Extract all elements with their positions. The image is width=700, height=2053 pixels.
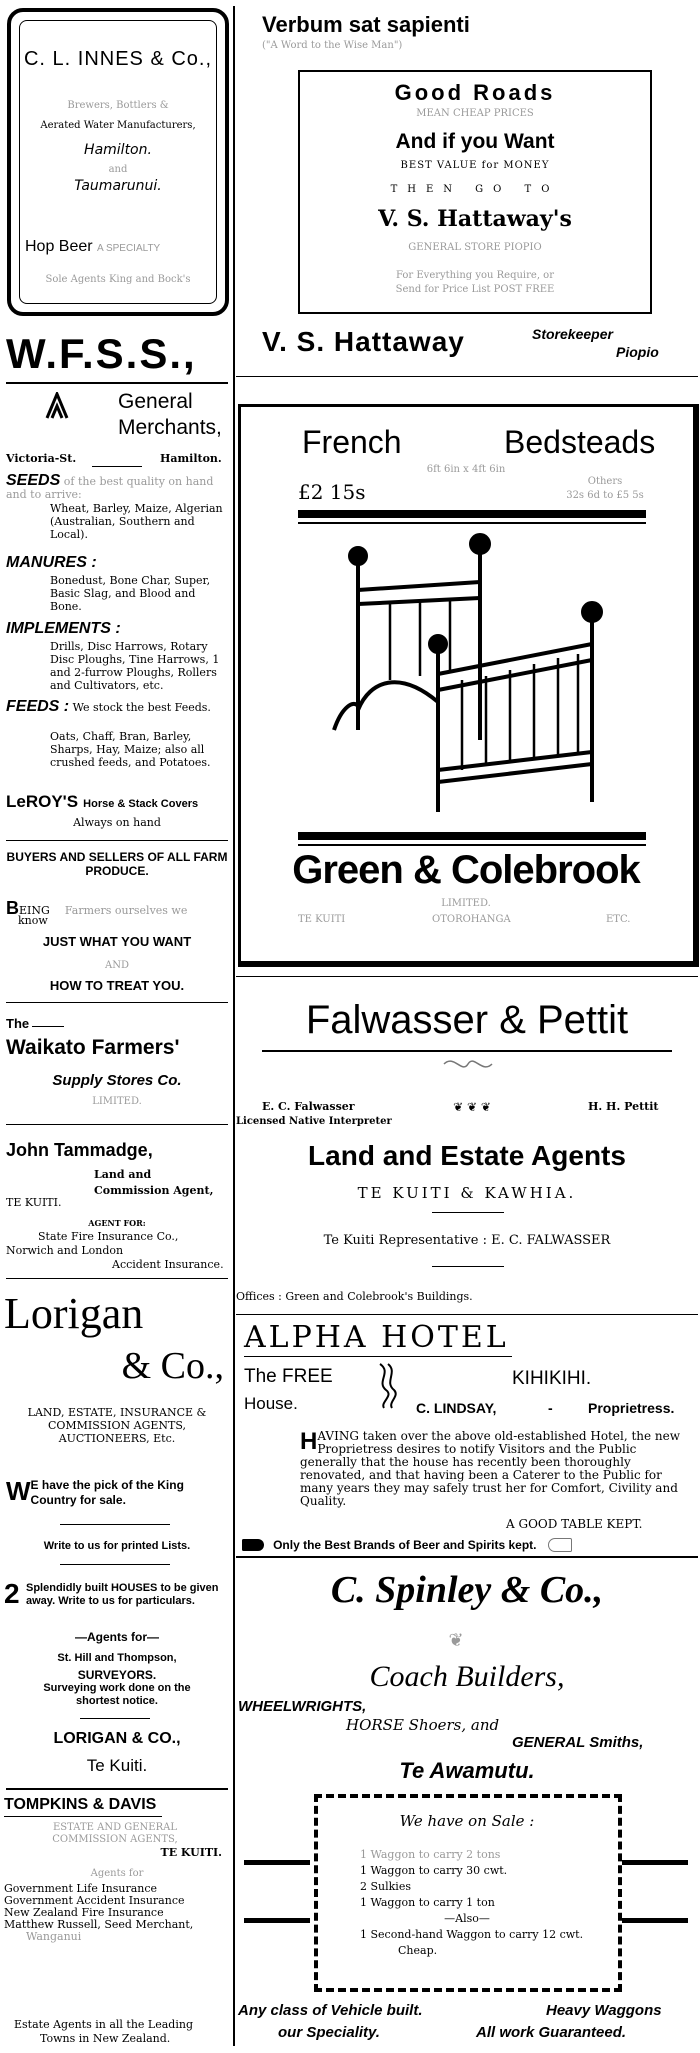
wfss-leroy xyxy=(6,792,198,812)
lorigan-surveyors: SURVEYORS. xyxy=(77,1668,157,1682)
bedsteads-rule-2 xyxy=(298,522,646,524)
wfss-seeds-heading: SEEDS xyxy=(6,472,61,489)
falwasser-top-rule xyxy=(236,976,698,977)
tompkins-sub2: COMMISSION AGENTS, xyxy=(52,1834,178,1845)
lorigan-name2: & Co., xyxy=(121,1345,224,1387)
alpha-table: A GOOD TABLE KEPT. xyxy=(506,1517,643,1531)
innes-hop xyxy=(25,238,160,256)
hattaway-bar-place: Piopio xyxy=(616,344,659,360)
wfss-logo xyxy=(44,392,70,420)
waikato-name: Waikato Farmers' xyxy=(6,1036,180,1059)
spinley-bar-left-2 xyxy=(244,1918,310,1923)
bedsteads-price: £2 15s xyxy=(298,480,366,504)
innes-footer: Sole Agents King and Bock's xyxy=(45,274,191,285)
spinley-bar-right-2 xyxy=(622,1918,688,1923)
tammadge-name: John Tammadge, xyxy=(6,1140,153,1160)
falwasser-left-name: E. C. Falwasser xyxy=(262,1100,355,1113)
innes-place2: Taumarunui. xyxy=(74,178,162,194)
tompkins-title: TOMPKINS & DAVIS xyxy=(4,1796,157,1813)
spinley-cheap: Cheap. xyxy=(398,1944,438,1957)
wfss-manures-body: Bonedust, Bone Char, Super, Basic Slag, and Blood and Bone. xyxy=(50,574,211,613)
spinley-coach: Coach Builders, xyxy=(369,1660,565,1693)
alpha-house: House. xyxy=(244,1394,298,1413)
bedsteads-others2: 32s 6d to £5 5s xyxy=(566,490,644,501)
lorigan-we xyxy=(6,1478,228,1508)
falwasser-rep: Te Kuiti Representative : E. C. FALWASSER xyxy=(323,1233,611,1248)
alpha-title-rule xyxy=(244,1356,512,1357)
lorigan-we-w: W xyxy=(6,1476,31,1506)
falwasser-places: TE KUITI & KAWHIA. xyxy=(357,1184,577,1202)
wfss-feeds-intro: We stock the best Feeds. xyxy=(72,701,211,714)
bedsteads-firm: Green & Colebrook xyxy=(292,848,640,892)
spinley-foot4: All work Guaranteed. xyxy=(476,2024,627,2041)
tompkins-line5: Wanganui xyxy=(26,1930,82,1943)
wfss-being-b: B xyxy=(6,898,19,918)
hattaway-top-title: Verbum sat sapienti xyxy=(262,12,470,37)
tompkins-rule xyxy=(4,1816,162,1817)
falwasser-ornament-svg xyxy=(440,1054,496,1074)
wfss-feeds-body: Oats, Chaff, Bran, Barley, Sharps, Hay, Maize; also all crushed feeds, and Potatoes. xyxy=(50,730,211,769)
tompkins-place: TE KUITI. xyxy=(160,1846,222,1859)
hattaway-best: BEST VALUE for MONEY xyxy=(400,160,550,171)
alpha-title: ALPHA HOTEL xyxy=(244,1320,509,1355)
spinley-item5: 1 Second-hand Waggon to carry 12 cwt. xyxy=(360,1928,584,1941)
spinley-also: —Also— xyxy=(444,1912,490,1925)
lorigan-services: LAND, ESTATE, INSURANCE & COMMISSION AGENTS, AUCTIONEERS, Etc. xyxy=(27,1406,207,1445)
spinley-item1: 1 Waggon to carry 2 tons xyxy=(360,1848,501,1861)
innes-specialty: A SPECIALTY xyxy=(97,243,161,254)
hattaway-good-roads: Good Roads xyxy=(394,80,556,105)
wfss-know: know xyxy=(18,914,48,927)
lorigan-footer-place: Te Kuiti. xyxy=(86,1756,148,1775)
wfss-just: JUST WHAT YOU WANT xyxy=(42,934,192,949)
wfss-leroy-covers: Horse & Stack Covers xyxy=(83,798,199,810)
wfss-title: W.F.S.S., xyxy=(6,330,197,377)
lorigan-write: Write to us for printed Lists. xyxy=(43,1540,191,1552)
bedsteads-others1: Others xyxy=(587,476,623,487)
bedstead-illustration-svg xyxy=(330,530,630,820)
alpha-having xyxy=(300,1430,680,1508)
falwasser-right-name: H. H. Pettit xyxy=(588,1100,659,1113)
spinley-place: Te Awamutu. xyxy=(399,1758,535,1783)
innes-line1: Brewers, Bottlers & xyxy=(67,100,169,111)
lorigan-agents-for: —Agents for— xyxy=(75,1630,159,1644)
pointing-hand-icon-right xyxy=(548,1538,572,1552)
hattaway-top-subtitle: ("A Word to the Wise Man") xyxy=(262,40,403,51)
alpha-dash: - xyxy=(548,1400,553,1416)
falwasser-title: Falwasser & Pettit xyxy=(305,998,629,1042)
waikato-the: The xyxy=(6,1016,30,1031)
waikato-rule xyxy=(6,1124,228,1125)
wfss-rule-3 xyxy=(6,1002,228,1003)
bedsteads-limited: LIMITED. xyxy=(441,898,491,909)
hattaway-general: GENERAL STORE PIOPIO xyxy=(408,242,542,253)
bedsteads-rule-3 xyxy=(298,832,646,840)
tammadge-place: TE KUITI. xyxy=(6,1196,62,1209)
wfss-general: General xyxy=(118,390,193,413)
spinley-sale-heading: We have on Sale : xyxy=(399,1812,535,1830)
wfss-seeds-intro: of the best quality on hand and to arrive: xyxy=(6,475,214,501)
innes-line2: Aerated Water Manufacturers, xyxy=(40,120,196,131)
spinley-general: GENERAL Smiths, xyxy=(512,1734,644,1751)
wfss-merchants: Merchants, xyxy=(118,416,222,439)
falwasser-offices: Offices : Green and Colebrook's Buildings. xyxy=(236,1290,473,1303)
wfss-and: AND xyxy=(105,960,129,971)
wfss-being-rest: Farmers ourselves we xyxy=(64,904,188,917)
bedsteads-rule-1 xyxy=(298,510,646,518)
bedsteads-loc2: OTOROHANGA xyxy=(432,914,511,925)
lorigan-name1: Lorigan xyxy=(4,1289,144,1338)
lorigan-rule-3 xyxy=(80,1718,150,1719)
spinley-bar-left-1 xyxy=(244,1860,310,1865)
alpha-having-text: AVING taken over the above old-established Hotel, the new Proprietress desires to notify Visitors and the Public generally that the house has recently been thoroughly renovated, and that having been a Caterer to the Public for many years they may safely trust her for Comfort, Civility and Quality. xyxy=(300,1429,681,1508)
tompkins-estate1: Estate Agents in all the Leading xyxy=(14,2018,193,2031)
tompkins-sub1: ESTATE AND GENERAL xyxy=(53,1822,177,1833)
falwasser-rule-2 xyxy=(432,1266,504,1267)
alpha-the-free: The FREE xyxy=(244,1366,333,1387)
falwasser-ornament xyxy=(440,1054,496,1074)
spinley-ornament: ❦ xyxy=(448,1630,464,1651)
bedsteads-title1: French xyxy=(302,424,402,460)
falwasser-ornaments xyxy=(432,1100,512,1114)
wfss-logo-mark xyxy=(44,392,70,420)
wfss-street: Victoria-St. xyxy=(6,452,77,465)
bedsteads-title2: Bedsteads xyxy=(504,424,656,460)
alpha-flourish xyxy=(374,1360,400,1410)
tammadge-agent-for: AGENT FOR: xyxy=(88,1218,146,1228)
tompkins-agents-for: Agents for xyxy=(90,1868,144,1879)
waikato-limited: LIMITED. xyxy=(92,1096,142,1107)
spinley-foot2: Heavy Waggons xyxy=(546,2002,662,2019)
alpha-flourish-svg xyxy=(374,1360,400,1410)
alpha-bottom-rule xyxy=(236,1556,698,1558)
bedsteads-caption: 6ft 6in x 4ft 6in xyxy=(426,464,506,475)
lorigan-rule-1 xyxy=(60,1524,170,1525)
wfss-feeds-heading: FEEDS : xyxy=(6,698,70,715)
hattaway-everything: For Everything you Require, or xyxy=(396,270,554,281)
wfss-seeds-body: Wheat, Barley, Maize, Algerian (Australian, Southern and Local). xyxy=(50,502,223,541)
hattaway-then: THEN GO TO xyxy=(390,184,560,195)
tompkins-line1: Government Life Insurance xyxy=(4,1882,158,1895)
wfss-rule xyxy=(6,382,228,384)
spinley-bar-right-1 xyxy=(622,1860,688,1865)
ornament-icon: ❦ ❦ ❦ xyxy=(453,1100,491,1114)
bedsteads-loc1: TE KUITI xyxy=(298,914,346,925)
falwasser-rule-1 xyxy=(432,1212,504,1213)
lorigan-rule-4 xyxy=(6,1788,228,1790)
tammadge-state: State Fire Insurance Co., xyxy=(38,1230,179,1243)
tompkins-line4: Matthew Russell, Seed Merchant, xyxy=(4,1918,194,1931)
spinley-item4: 1 Waggon to carry 1 ton xyxy=(360,1896,495,1909)
wfss-city: Hamilton. xyxy=(160,452,222,465)
falwasser-land: Land and Estate Agents xyxy=(308,1140,626,1171)
waikato-supply: Supply Stores Co. xyxy=(52,1072,182,1089)
tammadge-norwich: Norwich and London xyxy=(6,1244,124,1257)
wfss-buyers: BUYERS AND SELLERS OF ALL FARM PRODUCE. xyxy=(6,850,228,878)
spinley-title: C. Spinley & Co., xyxy=(330,1569,604,1611)
alpha-brands-row xyxy=(242,1534,572,1553)
spinley-horse: HORSE Shoers, and xyxy=(346,1716,500,1734)
alpha-having-h: H xyxy=(300,1428,318,1455)
pointing-hand-icon xyxy=(242,1539,264,1551)
tammadge-land: Land and xyxy=(94,1168,152,1181)
alpha-brands: Only the Best Brands of Beer and Spirits kept. xyxy=(273,1538,537,1552)
alpha-prop: Proprietress. xyxy=(588,1400,675,1416)
innes-title: C. L. INNES & Co., xyxy=(23,48,213,70)
hattaway-bar-name: V. S. Hattaway xyxy=(262,326,465,357)
wfss-street-rule xyxy=(92,466,142,467)
hattaway-want: And if you Want xyxy=(395,130,555,153)
spinley-item3: 2 Sulkies xyxy=(360,1880,411,1893)
spinley-wheel: WHEELWRIGHTS, xyxy=(238,1698,367,1715)
wfss-being-eing: EING xyxy=(19,904,50,917)
falwasser-left-role: Licensed Native Interpreter xyxy=(236,1116,392,1127)
hattaway-bar-rule xyxy=(236,376,698,377)
tammadge-rule xyxy=(6,1278,228,1279)
wfss-implements-heading: IMPLEMENTS : xyxy=(6,620,121,637)
wfss-rule-2 xyxy=(6,840,228,841)
hattaway-mean: MEAN CHEAP PRICES xyxy=(416,108,534,119)
bedsteads-rule-4 xyxy=(298,844,646,846)
wfss-always: Always on hand xyxy=(73,816,161,829)
innes-place1: Hamilton. xyxy=(84,142,152,158)
tammadge-accident: Accident Insurance. xyxy=(112,1258,224,1271)
wfss-seeds xyxy=(6,474,228,501)
wfss-feeds xyxy=(6,700,228,714)
innes-and: and xyxy=(108,164,128,175)
alpha-owner: C. LINDSAY, xyxy=(416,1400,497,1416)
hattaway-name: V. S. Hattaway's xyxy=(378,206,572,232)
lorigan-two: 2 xyxy=(4,1578,20,1609)
tompkins-line2: Government Accident Insurance xyxy=(4,1894,185,1907)
wfss-how: HOW TO TREAT YOU. xyxy=(49,978,185,993)
lorigan-footer-name: LORIGAN & CO., xyxy=(53,1730,181,1747)
spinley-foot3: our Speciality. xyxy=(278,2024,380,2041)
falwasser-title-rule xyxy=(262,1050,672,1052)
bedsteads-loc3: ETC. xyxy=(606,914,631,925)
hattaway-bar-role: Storekeeper xyxy=(532,326,613,342)
spinley-item2: 1 Waggon to carry 30 cwt. xyxy=(360,1864,508,1877)
spinley-foot1: Any class of Vehicle built. xyxy=(238,2002,423,2019)
tammadge-commission: Commission Agent, xyxy=(94,1184,214,1197)
innes-hop-beer: Hop Beer xyxy=(25,238,93,255)
lorigan-houses: Splendidly built HOUSES to be given away. Write to us for particulars. xyxy=(26,1582,219,1607)
lorigan-survey: Surveying work done on the shortest notice. xyxy=(43,1682,191,1707)
waikato-the-rule xyxy=(32,1026,64,1027)
innes-ad xyxy=(7,8,229,316)
wfss-leroy-name: LeROY'S xyxy=(6,792,79,811)
lorigan-we-rest: E have the pick of the King Country for sale. xyxy=(30,1478,184,1507)
column-divider xyxy=(233,6,235,2046)
bedstead-illustration xyxy=(330,530,630,820)
alpha-place: KIHIKIHI. xyxy=(512,1368,592,1389)
tompkins-estate2: Towns in New Zealand. xyxy=(40,2032,171,2045)
lorigan-rule-2 xyxy=(60,1564,170,1565)
wfss-manures-heading: MANURES : xyxy=(6,554,97,571)
falwasser-bottom-rule xyxy=(236,1314,698,1315)
hattaway-send: Send for Price List POST FREE xyxy=(395,284,555,295)
tompkins-line3: New Zealand Fire Insurance xyxy=(4,1906,164,1919)
wfss-implements-body: Drills, Disc Harrows, Rotary Disc Ploughs, Tine Harrows, 1 and 2-furrow Ploughs, Rollers and Cultivators, etc. xyxy=(50,640,220,692)
lorigan-sthill: St. Hill and Thompson, xyxy=(57,1652,177,1664)
